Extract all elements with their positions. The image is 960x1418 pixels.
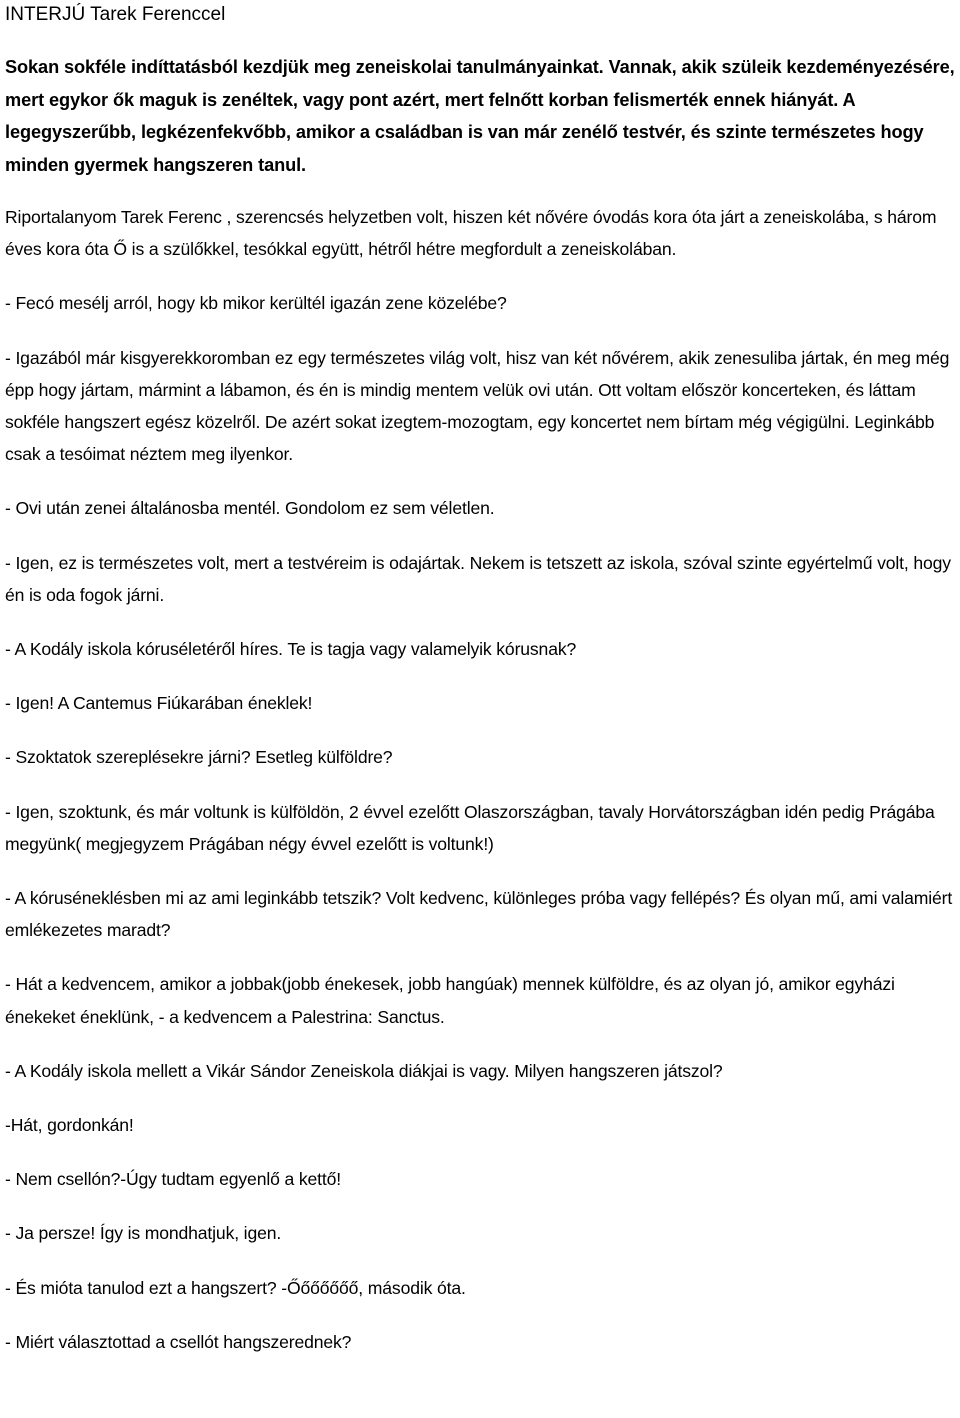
question-why-cello: - Miért választottad a csellót hangszerednek? xyxy=(5,1331,352,1352)
question-music-school: - Ovi után zenei általánosba mentél. Gondolom ez sem véletlen. xyxy=(5,498,495,519)
answer-instrument: -Hát, gordonkán! xyxy=(5,1115,134,1136)
intro-paragraph: Riportalanyom Tarek Ferenc , szerencsés helyzetben volt, hiszen két nővére óvodás kora óta járt a zeneiskolába, s három éves kora óta Ő is a szülőkkel, tesókkal együtt, hétről hétre megfordult a zeneiskolában. xyxy=(5,207,937,260)
question-choir: - A Kodály iskola kóruséletéről híres. Te is tagja vagy valamelyik kórusnak? xyxy=(5,639,577,660)
interview-document xyxy=(5,0,955,1358)
answer-cello: - Ja persze! Így is mondhatjuk, igen. xyxy=(5,1223,282,1244)
question-cello: - Nem csellón?-Úgy tudtam egyenlő a kettő! xyxy=(5,1169,341,1190)
answer-favourite: - Hát a kedvencem, amikor a jobbak(jobb énekesek, jobb hangúak) mennek külföldre, és az olyan jó, amikor egyházi énekeket éneklünk, - a kedvencem a Palestrina: Sanctus. xyxy=(5,974,895,1027)
question-performances: - Szoktatok szereplésekre járni? Esetleg külföldre? xyxy=(5,747,393,768)
question-instrument: - A Kodály iskola mellett a Vikár Sándor Zeneiskola diákjai is vagy. Milyen hangszeren játszol? xyxy=(5,1060,723,1081)
lead-paragraph: Sokan sokféle indíttatásból kezdjük meg zeneiskolai tanulmányainkat. Vannak, akik szüleik kezdeményezésére, mert egykor ők maguk is zenéltek, vagy pont azért, mert felnőtt korban felismerték ennek hiányát. A legegyszerűbb, legkézenfekvőbb, amikor a családban is van már zenélő testvér, és szinte természetes hogy minden gyermek hangszeren tanul. xyxy=(5,57,955,175)
answer-childhood: - Igazából már kisgyerekkoromban ez egy természetes világ volt, hisz van két nővérem, akik zenesuliba jártak, én meg még épp hogy jártam, mármint a lábamon, és én is mindig mentem velük ovi után. Ott voltam először koncerteken, és láttam sokféle hangszert egész közelről. De azért sokat izegtem-mozogtam, egy koncertet nem bírtam még végigülni. Leginkább csak a tesóimat néztem meg ilyenkor. xyxy=(5,347,950,465)
answer-music-school: - Igen, ez is természetes volt, mert a testvéreim is odajártak. Nekem is tetszett az iskola, szóval szinte egyértelmű volt, hogy én is oda fogok járni. xyxy=(5,552,951,605)
question-since-when: - És mióta tanulod ezt a hangszert? -Őőőőőőő, második óta. xyxy=(5,1277,466,1298)
answer-performances: - Igen, szoktunk, és már voltunk is külföldön, 2 évvel ezelőtt Olaszországban, tavaly Horvátországban idén pedig Prágába megyünk( megjegyzem Prágában négy évvel ezelőtt is voltunk!) xyxy=(5,801,935,854)
answer-choir: - Igen! A Cantemus Fiúkarában éneklek! xyxy=(5,693,313,714)
question-when-music: - Fecó mesélj arról, hogy kb mikor kerültél igazán zene közelébe? xyxy=(5,293,507,314)
question-favourite: - A kóruséneklésben mi az ami leginkább tetszik? Volt kedvenc, különleges próba vagy fellépés? És olyan mű, ami valamiért emlékezetes maradt? xyxy=(5,888,953,941)
document-title: INTERJÚ Tarek Ferenccel xyxy=(5,4,226,25)
